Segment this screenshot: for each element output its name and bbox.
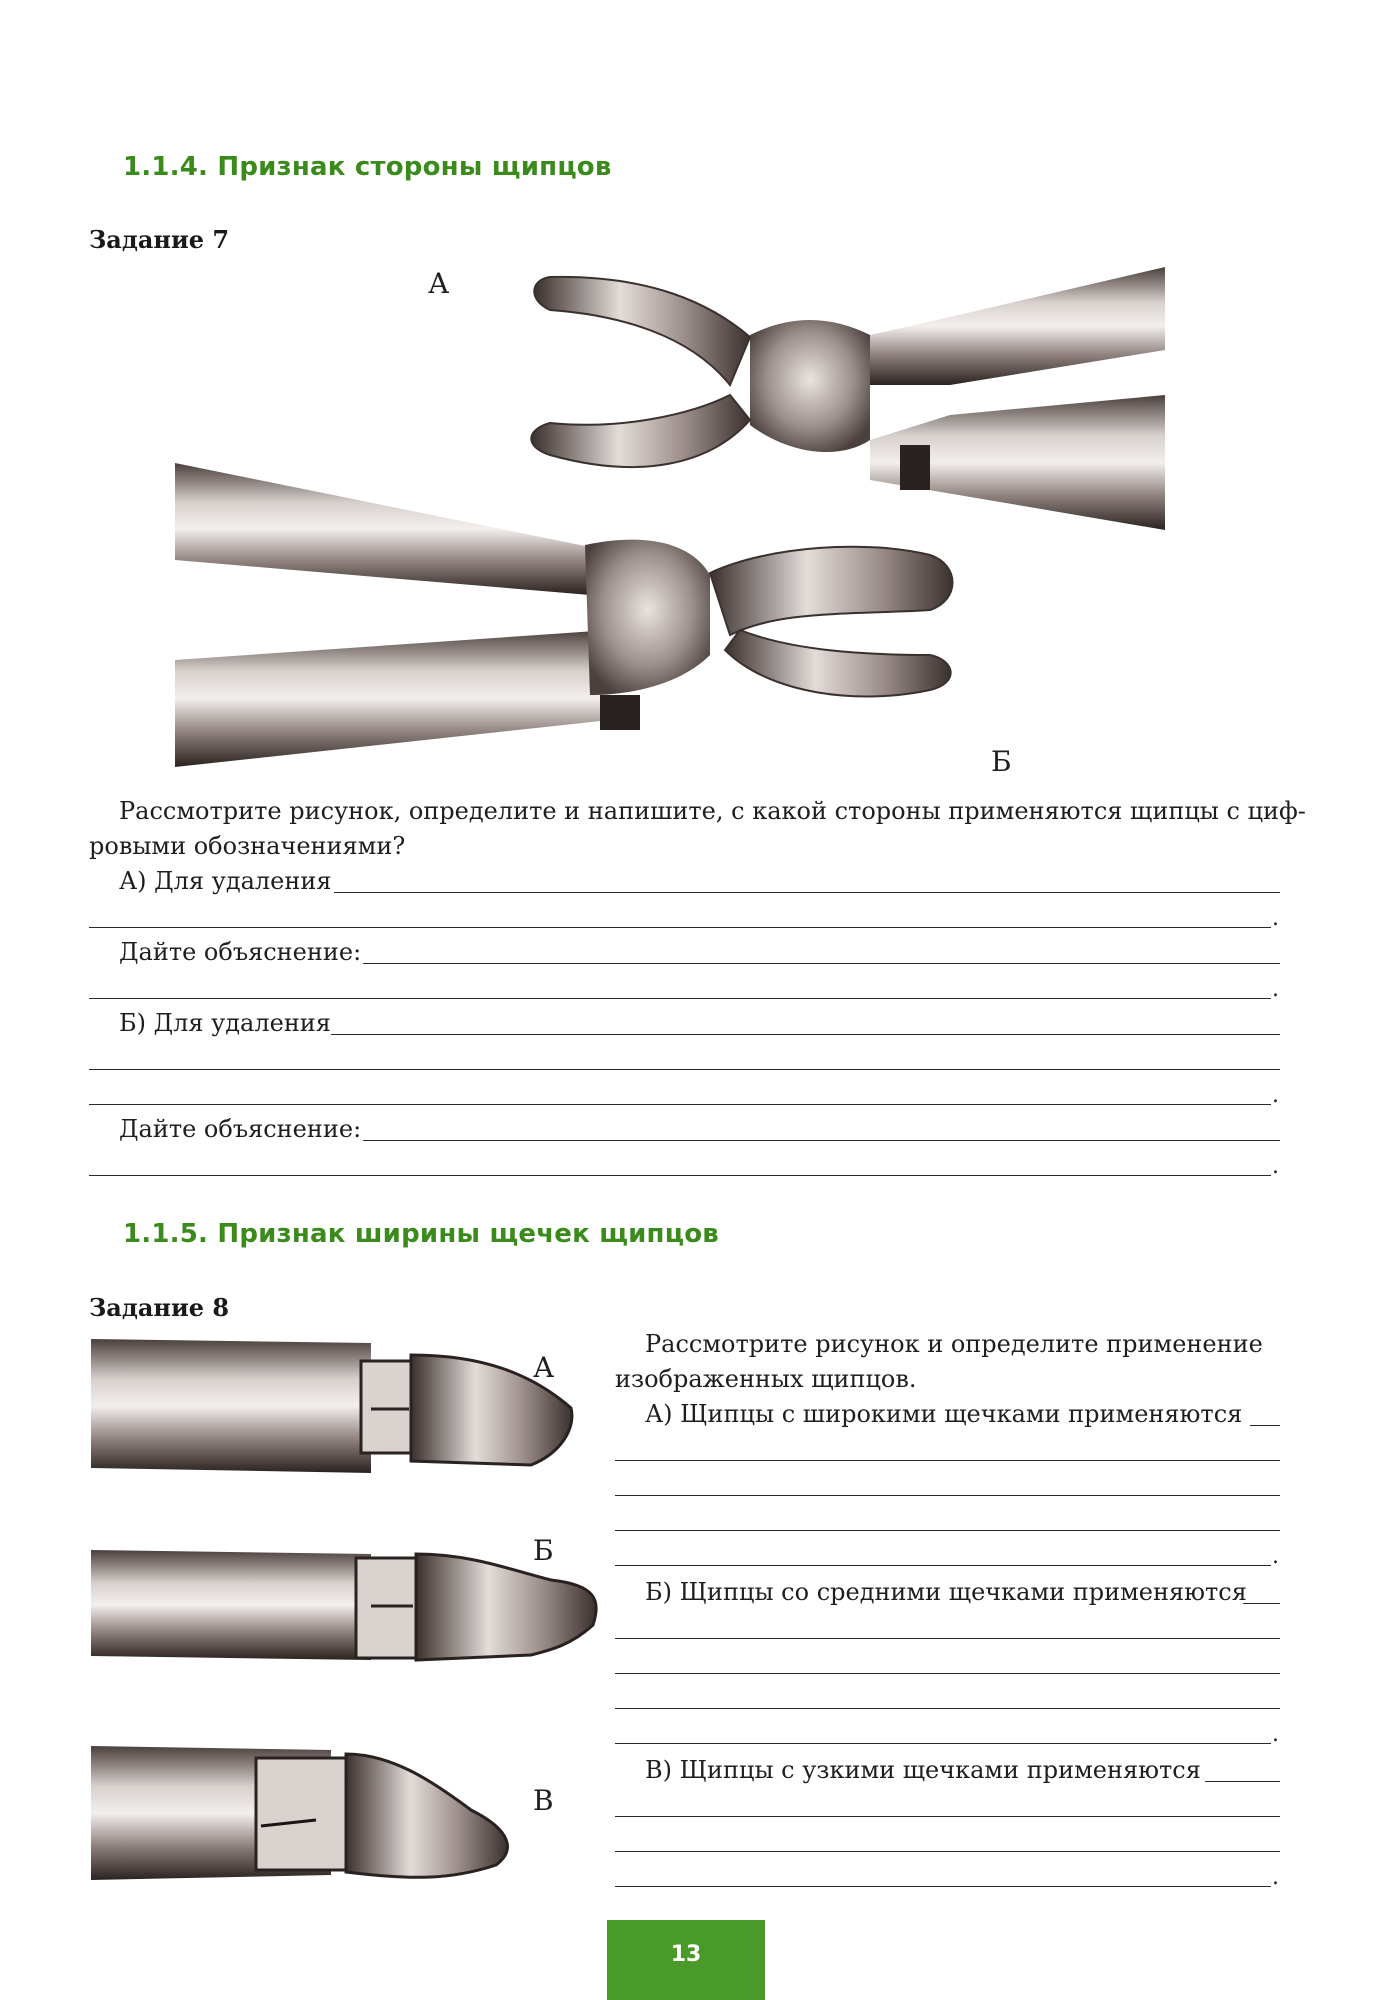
task7-b-answer-line-1[interactable] [331, 1034, 1280, 1035]
task8-b-answer-line-2[interactable] [615, 1638, 1280, 1639]
task8-a-answer-line-1[interactable] [1250, 1425, 1280, 1426]
task7-a-end-mark: . [1272, 906, 1279, 931]
task7-prompt-line1: Рассмотрите рисунок, определите и напишите, с какой стороны применяются щипцы с циф- [119, 797, 1306, 825]
forceps-a [531, 267, 1165, 530]
task8-b-end-mark: . [1272, 1722, 1279, 1747]
task7-explain1-line-1[interactable] [363, 963, 1280, 964]
page-number: 13 [670, 1942, 702, 1967]
task8-a-text: А) Щипцы с широкими щечками применяются [645, 1400, 1243, 1428]
task8-v-answer-line-4[interactable] [615, 1886, 1271, 1887]
task7-explain1-end-mark: . [1272, 977, 1279, 1002]
task7-explain1-label: Дайте объяснение: [119, 938, 362, 966]
task7-b-answer-line-2[interactable] [89, 1069, 1280, 1070]
task7-a-answer-line-1[interactable] [334, 892, 1280, 893]
section-title-1-1-5: 1.1.5. Признак ширины щечек щипцов [123, 1219, 719, 1249]
task7-b-answer-line-3[interactable] [89, 1104, 1271, 1105]
task7-prompt-line2: ровыми обозначениями? [89, 832, 406, 860]
task8-b-answer-line-1[interactable] [1243, 1603, 1280, 1604]
task7-explain2-line-1[interactable] [363, 1140, 1280, 1141]
task7-b-end-mark: . [1272, 1083, 1279, 1108]
task8-a-answer-line-2[interactable] [615, 1460, 1280, 1461]
forceps-beak-narrow [91, 1740, 531, 1885]
task8-b-text: Б) Щипцы со средними щечками применяются [645, 1578, 1247, 1606]
task8-a-answer-line-3[interactable] [615, 1495, 1280, 1496]
task8-v-end-mark: . [1272, 1865, 1279, 1890]
forceps-b [175, 463, 953, 767]
task-7-title: Задание 7 [89, 225, 230, 254]
section-title-1-1-4: 1.1.4. Признак стороны щипцов [123, 152, 612, 182]
task7-label-a: А [428, 267, 450, 300]
task8-label-a: А [533, 1351, 555, 1384]
task7-explain2-label: Дайте объяснение: [119, 1115, 362, 1143]
task7-explain1-line-2[interactable] [89, 998, 1271, 999]
task7-b-label: Б) Для удаления [119, 1009, 331, 1037]
task7-explain2-line-2[interactable] [89, 1175, 1271, 1176]
task8-a-answer-line-4[interactable] [615, 1530, 1280, 1531]
task8-a-end-mark: . [1272, 1544, 1279, 1569]
task7-a-answer-line-2[interactable] [89, 927, 1271, 928]
task8-v-answer-line-1[interactable] [1205, 1781, 1280, 1782]
task7-explain2-end-mark: . [1272, 1154, 1279, 1179]
task8-v-answer-line-2[interactable] [615, 1816, 1280, 1817]
task-8-title: Задание 8 [89, 1293, 230, 1322]
task8-label-v: В [533, 1784, 554, 1817]
task8-a-answer-line-5[interactable] [615, 1565, 1271, 1566]
task8-prompt-line1: Рассмотрите рисунок и определите применение [645, 1330, 1263, 1358]
forceps-beak-medium [91, 1540, 601, 1670]
forceps-beak-wide [91, 1333, 581, 1483]
task8-v-text: В) Щипцы с узкими щечками применяются [645, 1756, 1201, 1784]
task8-b-answer-line-5[interactable] [615, 1743, 1271, 1744]
task8-prompt-line2: изображенных щипцов. [615, 1365, 917, 1393]
task7-a-label: А) Для удаления [119, 867, 332, 895]
task8-b-answer-line-4[interactable] [615, 1708, 1280, 1709]
task8-label-b: Б [533, 1534, 554, 1567]
task8-v-answer-line-3[interactable] [615, 1851, 1280, 1852]
task7-label-b: Б [991, 745, 1012, 778]
task8-b-answer-line-3[interactable] [615, 1673, 1280, 1674]
forceps-photo-task7 [170, 255, 1170, 770]
